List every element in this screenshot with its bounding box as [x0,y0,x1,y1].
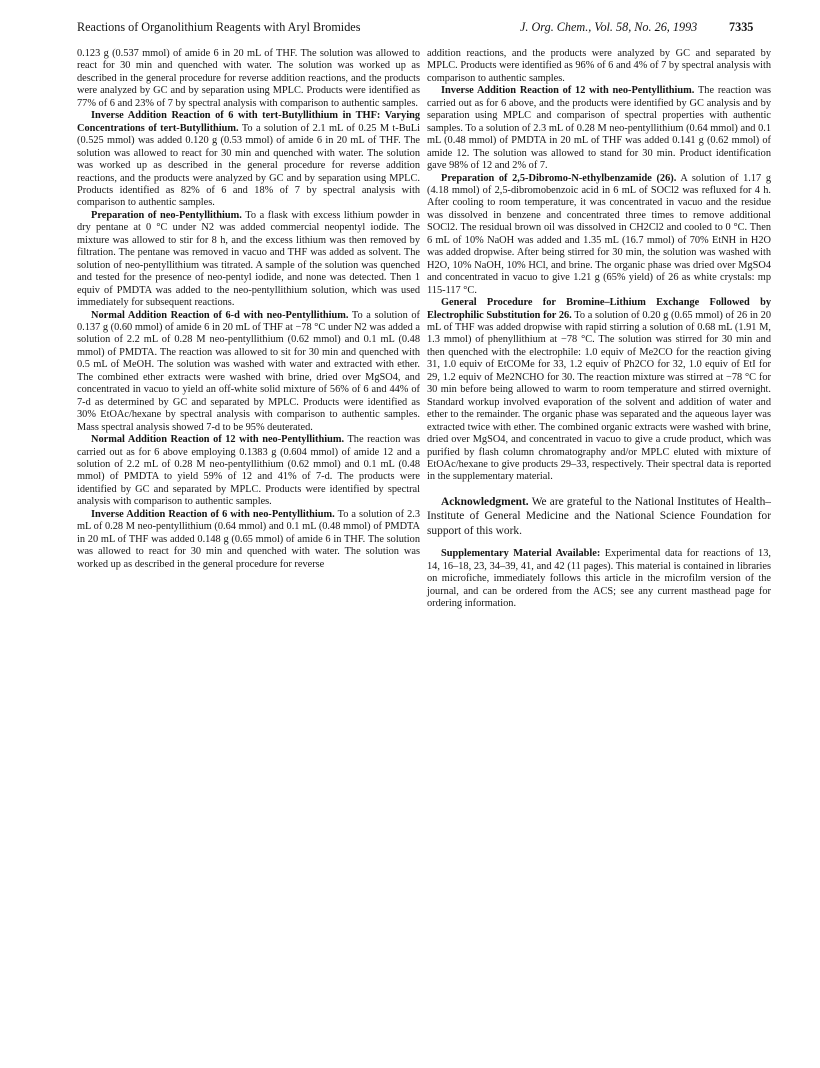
section-heading: Normal Addition Reaction of 12 with neo-Pentyllithium. [91,434,345,446]
paragraph-body: To a solution of 2.3 mL of 0.28 M neo-pentyllithium (0.64 mmol) and 0.1 mL (0.48 mmol) of PMDTA in 20 mL of THF was added 0.148 g (0.65 mmol) of amide 6 in THF. The solution was allowed to react for 30 min and quenched with water. The solution was worked up as described in the general procedure for reverse [77,508,420,570]
paragraph [427,173,771,298]
supplementary-material [427,548,771,610]
paragraph [427,85,771,172]
running-header [0,20,820,40]
section-heading: Normal Addition Reaction of 6-d with neo-Pentyllithium. [91,309,349,321]
supplementary-heading: Supplementary Material Available: [441,548,601,560]
paragraph-body: To a flask with excess lithium powder in dry pentane at 0 °C under N2 was added commercial neopentyl iodide. The mixture was allowed to stir for 8 h, and the excess lithium was then removed by filtration. The pentane was removed in vacuo and THF was added as solvent. The solution of neo-pentyllithium was titrated. A sample of the solution was quenched and tested for the presence of neo-pentyl iodide, and none was detected. Then 1 equiv of PMDTA was added to the neo-pentyllithium solution, which was used immediately for subsequent reactions. [77,209,421,309]
supplementary-body: Experimental data for reactions of 13, 14, 16–18, 23, 34–39, 41, and 42 (11 pages). This material is contained in libraries on microfiche, immediately follows this article in the microfilm version of the journal, and can be ordered from the ACS; see any current masthead page for ordering information. [427,548,771,610]
paragraph-body: To a solution of 2.1 mL of 0.25 M t-BuLi (0.525 mmol) was added 0.120 g (0.53 mmol) of amide 6 in 20 mL of THF. The solution was allowed to react for 30 min and quenched with water. The solution was worked up as described in the general procedure for reverse addition reactions, and the products were analyzed by GC and by separation using MPLC. Products identified as 82% of 6 and 18% of 7 by spectral analysis with comparison to authentic samples. [77,122,420,209]
paragraph-body: The reaction was carried out as for 6 above, and the products were identified by GC analysis and by separation using MPLC and comparison of spectral properties with authentic samples. To a solution of 2.3 mL of 0.28 M neo-pentyllithium (0.64 mmol) and 0.1 mL (0.48 mmol) of PMDTA in 20 mL of THF was added 0.141 g (0.62 mmol) of amide 12. The solution was allowed to stand for 30 min. Product identification gave 98% of 12 and 2% of 7. [427,85,771,172]
acknowledgment-body: We are grateful to the National Institutes of Health–Institute of General Medicine and the National Science Foundation for support of this work. [427,495,771,537]
paragraph [77,509,420,571]
page-number: 7335 [729,20,754,34]
paragraph [427,297,771,484]
right-column [427,48,771,611]
acknowledgment [427,495,771,539]
paragraph-body: A solution of 1.17 g (4.18 mmol) of 2,5-dibromobenzoic acid in 6 mL of SOCl2 was refluxed for 4 h. After cooling to room temperature, it was concentrated in vacuo and the residue was dissolved in benzene and concentrated three times to remove additional SOCl2. The residual brown oil was dissolved in CH2Cl2 and cooled to 0 °C. Then 6 mL of 10% NaOH was added and 1.35 mL (16.7 mmol) of 70% EtNH in H2O was added dropwise. After being stirred for 30 min, the solution was washed with H2O, 10% NaOH, 10% HCl, and brine. The organic phase was dried over MgSO4 and concentrated in vacuo to give 1.21 g (65% yield) of 26 as white crystals: mp 115-117 °C. [427,172,771,296]
left-column [77,48,420,571]
paragraph [77,310,420,435]
paragraph: addition reactions, and the products were analyzed by GC and separated by MPLC. Products were identified as 96% of 6 and 4% of 7 by spectral analysis with comparison to authentic samples. [427,48,771,84]
journal-citation: J. Org. Chem., Vol. 58, No. 26, 1993 [520,20,698,34]
section-heading: Preparation of 2,5-Dibromo-N-ethylbenzamide (26). [441,172,677,184]
section-heading: Inverse Addition Reaction of 6 with tert-Butyllithium in THF: Varying Concentrations of tert-Butyllithium. [77,110,420,134]
section-heading: General Procedure for Bromine–Lithium Exchange Followed by Electrophilic Substitution for 26. [427,297,771,321]
paragraph [77,434,420,509]
section-heading: Inverse Addition Reaction of 12 with neo-Pentyllithium. [441,85,695,97]
acknowledgment-heading: Acknowledgment. [441,495,529,508]
section-heading: Preparation of neo-Pentyllithium. [91,209,242,221]
paragraph-body: To a solution of 0.20 g (0.65 mmol) of 26 in 20 mL of THF was added dropwise with rapid stirring a solution of 0.68 mL (1.91 M, 1.3 mmol) of phenyllithium at −78 °C. The solution was stirred for 30 min and then quenched with the electrophile: 1.0 equiv of Me2CO for the reaction giving 31, 1.0 equiv of EtCOMe for 33, 1.2 equiv of Ph2CO for 32, 1.0 equiv of EtI for 29, 1.2 equiv of Me2NCHO for 30. The reaction mixture was stirred at −78 °C for 30 min before being allowed to warm to room temperature and stirred overnight. Standard workup involved evaporation of the solvent and addition of water and ether to the remainder. The organic phase was separated and the aqueous layer was extracted twice with ether. The combined organic extracts were washed with brine, dried over MgSO4, and concentrated in vacuo to give a crude product, which was purified by flash column chromatography and/or MPLC eluted with mixture of EtOAc/hexane to give products 29–33, respectively. Their spectral data is reported in the supplementary material. [427,309,771,483]
running-title: Reactions of Organolithium Reagents with Aryl Bromides [77,20,361,34]
paragraph-body: The reaction was carried out as for 6 above employing 0.1383 g (0.604 mmol) of amide 12 and a solution of 2.2 mL of 0.28 M neo-pentyllithium (0.62 mmol) and 0.1 mL (0.48 mmol) of PMDTA to yield 59% of 12 and 41% of 7-d. The products were identified by GC and separated by MPLC. Products were identified by spectral analysis with comparison to authentic samples. [77,434,421,508]
paragraph-body: To a solution of 0.137 g (0.60 mmol) of amide 6 in 20 mL of THF at −78 °C under N2 was added a solution of 2.2 mL of 0.28 M neo-pentyllithium (0.62 mmol) and 0.1 mL (0.48 mmol) of PMDTA. The reaction was allowed to sit for 30 min and quenched with 0.5 mL of MeOH. The solution was washed with water and extracted with ether. The combined ether extracts were washed with brine, dried over MgSO4, and concentrated in vacuo to yield an off-white solid mixture of 56% of 6 and 44% of 7-d as determined by GC and separated by MPLC. Products were identified as 30% EtOAc/hexane by spectral analysis with comparison to authentic samples. Mass spectral analysis showed 7-d to be 95% deuterated. [77,309,420,433]
paragraph: 0.123 g (0.537 mmol) of amide 6 in 20 mL of THF. The solution was allowed to react for 30 min and quenched with water. The solution was worked up as described in the general procedure for reverse addition reactions, and the products were analyzed by GC and by separation using MPLC. Products were identified as 77% of 6 and 23% of 7 by spectral analysis with comparison to authentic samples. [77,48,420,109]
paragraph [77,210,420,310]
section-heading: Inverse Addition Reaction of 6 with neo-Pentyllithium. [91,508,335,520]
paragraph [77,110,420,210]
